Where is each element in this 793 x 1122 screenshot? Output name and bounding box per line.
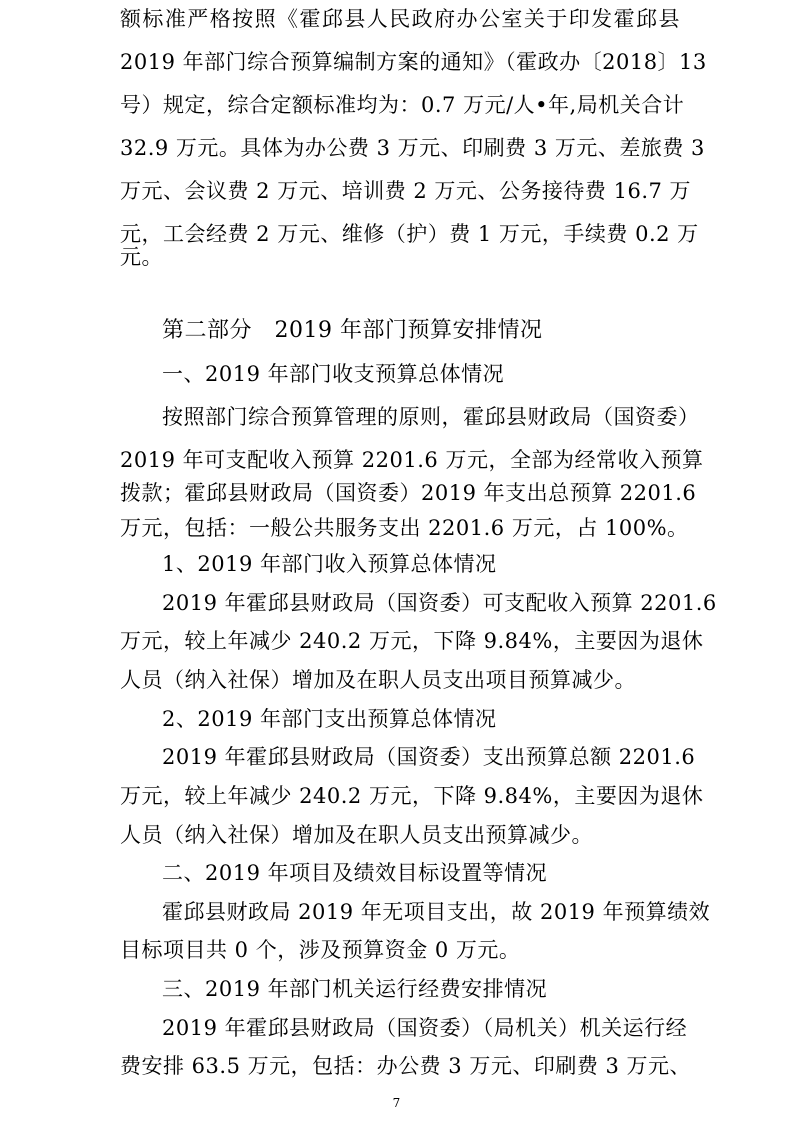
section3-heading: 三、2019 年部门机关运行经费安排情况 bbox=[162, 977, 548, 1001]
section3-line-2: 费安排 63.5 万元，包括：办公费 3 万元、印刷费 3 万元、 bbox=[120, 1054, 692, 1078]
sub1-line-3: 人员（纳入社保）增加及在职人员支出项目预算减少。 bbox=[120, 668, 636, 692]
intro-line-5: 万元、会议费 2 万元、培训费 2 万元、公务接待费 16.7 万 bbox=[120, 179, 692, 203]
intro-line-2: 2019 年部门综合预算编制方案的通知》（霍政办〔2018〕13 bbox=[120, 50, 707, 74]
section3-line-1: 2019 年霍邱县财政局（国资委）（局机关）机关运行经 bbox=[162, 1016, 688, 1040]
intro-line-4: 32.9 万元。具体为办公费 3 万元、印刷费 3 万元、差旅费 3 bbox=[120, 136, 705, 160]
section1-line-1: 按照部门综合预算管理的原则，霍邱县财政局（国资委） bbox=[162, 405, 700, 429]
section2-line-2: 目标项目共 0 个，涉及预算资金 0 万元。 bbox=[120, 938, 521, 962]
section1-heading: 一、2019 年部门收支预算总体情况 bbox=[162, 362, 505, 386]
sub2-line-1: 2019 年霍邱县财政局（国资委）支出预算总额 2201.6 bbox=[162, 745, 696, 769]
sub1-line-1: 2019 年霍邱县财政局（国资委）可支配收入预算 2201.6 bbox=[162, 591, 717, 615]
sub1-heading: 1、2019 年部门收入预算总体情况 bbox=[162, 552, 497, 576]
sub2-line-3: 人员（纳入社保）增加及在职人员支出预算减少。 bbox=[120, 823, 593, 847]
section1-line-3: 拨款；霍邱县财政局（国资委）2019 年支出总预算 2201.6 bbox=[120, 481, 697, 505]
intro-line-3: 号）规定，综合定额标准均为：0.7 万元/人•年,局机关合计 bbox=[120, 93, 685, 117]
sub1-line-2: 万元，较上年减少 240.2 万元，下降 9.84%，主要因为退休 bbox=[120, 629, 704, 653]
page-number: 7 bbox=[392, 1096, 401, 1110]
sub2-line-2: 万元，较上年减少 240.2 万元，下降 9.84%，主要因为退休 bbox=[120, 784, 704, 808]
sub2-heading: 2、2019 年部门支出预算总体情况 bbox=[162, 707, 497, 731]
intro-line-7: 元。 bbox=[120, 245, 163, 269]
section2-heading: 二、2019 年项目及绩效目标设置等情况 bbox=[162, 861, 548, 885]
part-title: 第二部分 2019 年部门预算安排情况 bbox=[162, 318, 543, 343]
intro-line-6: 元，工会经费 2 万元、维修（护）费 1 万元，手续费 0.2 万 bbox=[120, 222, 699, 246]
intro-line-1: 额标准严格按照《霍邱县人民政府办公室关于印发霍邱县 bbox=[120, 7, 680, 31]
section1-line-2: 2019 年可支配收入预算 2201.6 万元，全部为经常收入预算 bbox=[120, 448, 704, 472]
section1-line-4: 万元，包括：一般公共服务支出 2201.6 万元，占 100%。 bbox=[120, 516, 689, 540]
section2-line-1: 霍邱县财政局 2019 年无项目支出，故 2019 年预算绩效 bbox=[162, 900, 711, 924]
